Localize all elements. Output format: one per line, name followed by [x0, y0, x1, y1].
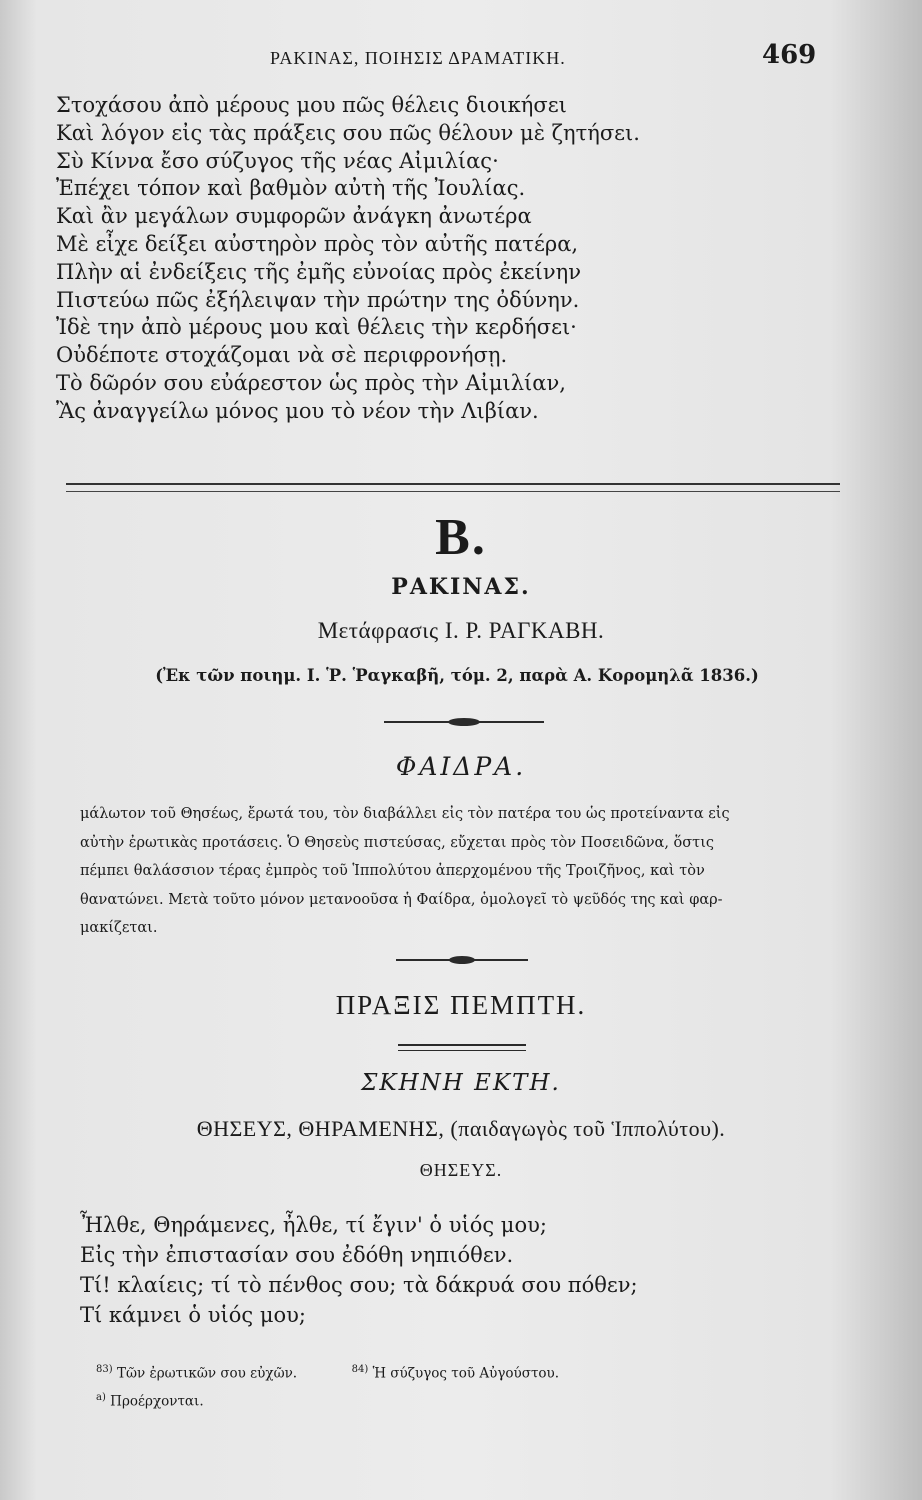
translator-line: Μετάφρασις Ι. Ρ. ΡΑΓΚΑΒΗ.	[317, 618, 605, 643]
verse-line: Στοχάσου ἀπὸ μέρους μου πῶς θέλεις διοικήσει	[56, 93, 567, 117]
footnote-line	[96, 1386, 856, 1414]
ornamental-rule	[384, 717, 544, 727]
argument-line: αὐτὴν ἐρωτικὰς προτάσεις. Ὁ Θησεὺς πιστεύσας, εὔχεται πρὸς τὸν Ποσειδῶνα, ὅστις	[80, 834, 715, 851]
verse-line: Καὶ ἂν μεγάλων συμφορῶν ἀνάγκη ἀνωτέρα	[56, 204, 532, 229]
speaker-name: ΘΗΣΕΥΣ.	[419, 1160, 503, 1180]
verse-line: Ἂς ἀναγγείλω μόνος μου τὸ νέον τὴν Λιβίαν.	[56, 398, 539, 423]
verse-line: Πιστεύω πῶς ἐξήλειψαν τὴν πρώτην της ὀδύνην.	[56, 287, 580, 312]
characters-line: ΘΗΣΕΥΣ, ΘΗΡΑΜΕΝΗΣ, (παιδαγωγὸς τοῦ Ἱππολύτου).	[196, 1116, 726, 1141]
verse-line: Μὲ εἶχε δείξει αὐστηρὸν πρὸς τὸν αὐτῆς πατέρα,	[56, 231, 579, 256]
section-letter: B.	[435, 509, 487, 566]
verse-line: Οὐδέποτε στοχάζομαι νὰ σὲ περιφρονήσῃ.	[56, 343, 508, 368]
verse-block-bottom	[80, 1210, 880, 1330]
act-title: ΠΡΑΞΙΣ ΠΕΜΠΤΗ.	[335, 990, 587, 1020]
scene-title: ΣΚΗΝΗ ΕΚΤΗ.	[361, 1070, 561, 1096]
verse-line: Τὸ δῶρόν σου εὐάρεστον ὡς πρὸς τὴν Αἰμιλίαν,	[56, 370, 566, 395]
verse-block-top	[56, 92, 856, 426]
verse-line: Ἦλθε, Θηράμενες, ἦλθε, τί ἔγιν' ὁ υἱός μου;	[80, 1213, 547, 1237]
verse-line: Σὺ Κίννα ἔσο σύζυγος τῆς νέας Αἰμιλίας·	[56, 148, 499, 173]
footnote-text: Τῶν ἐρωτικῶν σου εὐχῶν.	[116, 1365, 298, 1382]
act-underline	[398, 1044, 526, 1051]
footnote-marker: a)	[96, 1391, 106, 1403]
argument-line: πέμπει θαλάσσιον τέρας ἐμπρὸς τοῦ Ἱππολύτου ἀπερχομένου τῆς Τροιζῆνος, καὶ τὸν	[80, 863, 705, 879]
play-title: ΦΑΙΔΡΑ.	[395, 752, 527, 781]
argument-line: θανατώνει. Μετὰ τοῦτο μόνον μετανοοῦσα ἡ Φαίδρα, ὁμολογεῖ τὸ ψεῦδός της καὶ φαρ-	[80, 891, 723, 908]
argument-line: μάλωτον τοῦ Θησέως, ἔρωτά του, τὸν διαβάλλει εἰς τὸν πατέρα του ὡς προτείναντα εἰς	[80, 806, 730, 822]
author-heading: ΡΑΚΙΝΑΣ.	[391, 574, 531, 600]
verse-line: Τί! κλαίεις; τί τὸ πένθος σου; τὰ δάκρυά σου πόθεν;	[80, 1273, 638, 1297]
footnote-line	[96, 1358, 856, 1386]
verse-line: Ἰδὲ την ἀπὸ μέρους μου καὶ θέλεις τὴν κερδήσει·	[56, 315, 577, 340]
running-title: ΡΑΚΙΝΑΣ, ΠΟΙΗΣΙΣ ΔΡΑΜΑΤΙΚΗ.	[270, 48, 566, 68]
verse-line: Πλὴν αἱ ἐνδείξεις τῆς ἐμῆς εὐνοίας πρὸς ἐκείνην	[56, 259, 581, 284]
argument-paragraph	[80, 800, 846, 943]
footnote-text: Ἡ σύζυγος τοῦ Αὐγούστου.	[372, 1365, 560, 1382]
footnote-marker: 84)	[351, 1364, 369, 1375]
footnote-marker: 83)	[96, 1364, 113, 1375]
verse-line: Ἐπέχει τόπον καὶ βαθμὸν αὐτὴ τῆς Ἰουλίας.	[56, 176, 526, 201]
verse-line: Καὶ λόγον εἰς τὰς πράξεις σου πῶς θέλουν μὲ ζητήσει.	[56, 120, 640, 145]
running-head	[0, 40, 922, 78]
section-divider	[66, 483, 840, 492]
verse-line: Τί κάμνει ὁ υἱός μου;	[80, 1303, 306, 1327]
footnotes	[96, 1358, 856, 1413]
verse-line: Εἰς τὴν ἐπιστασίαν σου ἐδόθη νηπιόθεν.	[80, 1243, 514, 1267]
footnote-text: Προέρχονται.	[110, 1393, 204, 1409]
source-citation: (Ἐκ τῶν ποιημ. Ι. Ῥ. Ῥαγκαβῆ, τόμ. 2, παρὰ Α. Κορομηλᾶ 1836.)	[155, 666, 759, 685]
argument-line: μακίζεται.	[80, 920, 158, 936]
ornamental-rule	[396, 955, 528, 965]
page-number: 469	[762, 40, 817, 70]
